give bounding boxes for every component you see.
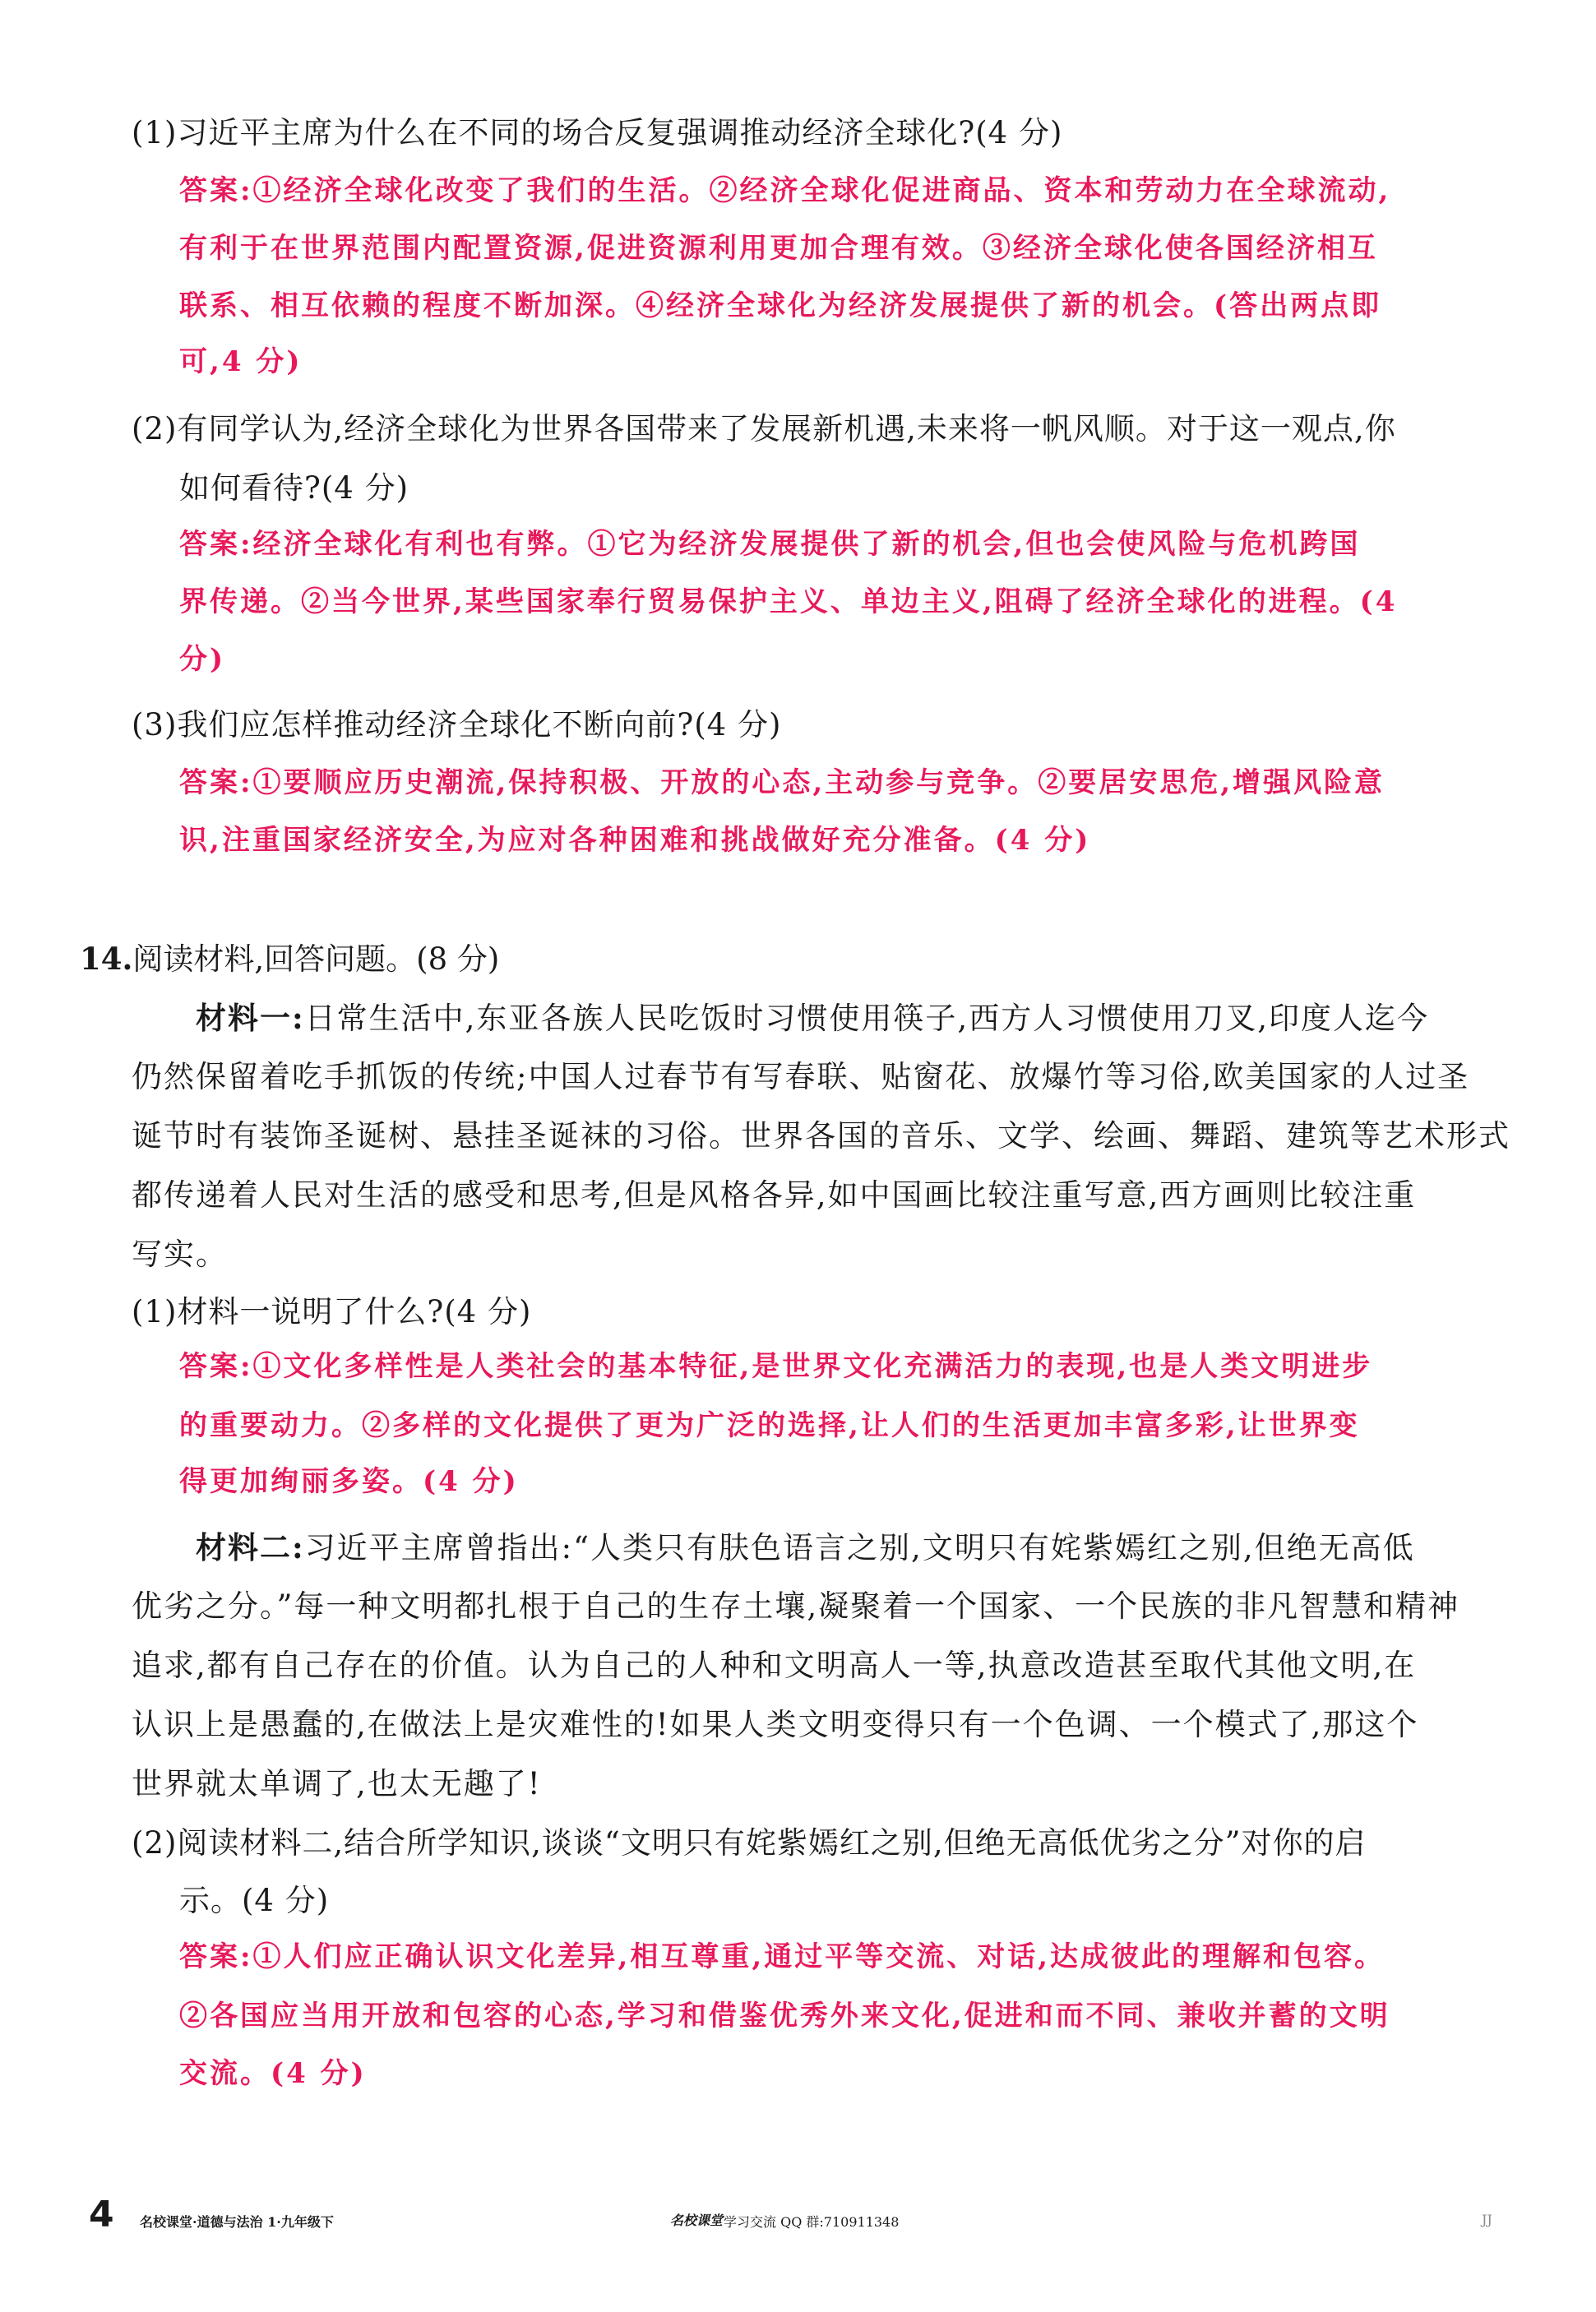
footer-book-title: 名校课堂·道德与法治 1·九年级下 bbox=[140, 2214, 334, 2230]
q1-answer-line: 有利于在世界范围内配置资源,促进资源利用更加合理有效。③经济全球化使各国经济相互 bbox=[179, 232, 1378, 265]
q2-question-line: 如何看待?(4 分) bbox=[179, 470, 409, 506]
material1-line: 都传递着人民对生活的感受和思考,但是风格各异,如中国画比较注重写意,西方画则比较注重 bbox=[132, 1177, 1417, 1213]
q14-number: 14. bbox=[80, 941, 133, 977]
material2-line: 追求,都有自己存在的价值。认为自己的人种和文明高人一等,执意改造甚至取代其他文明,在 bbox=[132, 1648, 1417, 1683]
q3-answer-line: 识,注重国家经济安全,为应对各种困难和挑战做好充分准备。(4 分) bbox=[179, 824, 1091, 857]
material2-line: 优劣之分。”每一种文明都扎根于自己的生存土壤,凝聚着一个国家、一个民族的非凡智慧和精神 bbox=[132, 1588, 1460, 1624]
q14-heading bbox=[80, 942, 499, 976]
material1-line: 写实。 bbox=[132, 1237, 228, 1272]
q2-answer-line: 分) bbox=[179, 643, 226, 676]
q14-sub2-answer-line: 答案:①人们应正确认识文化差异,相互尊重,通过平等交流、对话,达成彼此的理解和包容。 bbox=[179, 1940, 1386, 1973]
q14-sub1-answer-line: 的重要动力。②多样的文化提供了更为广泛的选择,让人们的生活更加丰富多彩,让世界变 bbox=[179, 1409, 1360, 1442]
q14-sub2-answer-line: 交流。(4 分) bbox=[179, 2057, 367, 2090]
q14-title: 阅读材料,回答问题。(8 分) bbox=[132, 941, 500, 977]
q1-answer-line: 答案:①经济全球化改变了我们的生活。②经济全球化促进商品、资本和劳动力在全球流动, bbox=[179, 174, 1391, 207]
q2-answer-line: 答案:经济全球化有利也有弊。①它为经济发展提供了新的机会,但也会使风险与危机跨国 bbox=[179, 528, 1361, 561]
footer-code: JJ bbox=[1482, 2212, 1492, 2227]
material1-label: 材料一: bbox=[196, 1000, 305, 1036]
q3-question: (3)我们应怎样推动经济全球化不断向前?(4 分) bbox=[132, 707, 782, 742]
material2-label: 材料二: bbox=[196, 1529, 305, 1565]
q1-answer-line: 联系、相互依赖的程度不断加深。④经济全球化为经济发展提供了新的机会。(答出两点即 bbox=[179, 289, 1382, 322]
material2-line: 认识上是愚蠢的,在做法上是灾难性的!如果人类文明变得只有一个色调、一个模式了,那这个 bbox=[132, 1707, 1419, 1742]
q14-sub1-answer-line: 答案:①文化多样性是人类社会的基本特征,是世界文化充满活力的表现,也是人类文明进步 bbox=[179, 1350, 1373, 1383]
footer-qq-group: 学习交流 QQ 群:710911348 bbox=[724, 2214, 900, 2230]
q14-sub2-question-line: (2)阅读材料二,结合所学知识,谈谈“文明只有姹紫嫣红之别,但绝无高低优劣之分”对你的启 bbox=[132, 1825, 1367, 1861]
q14-sub1-question: (1)材料一说明了什么?(4 分) bbox=[132, 1294, 532, 1329]
q14-sub2-answer-line: ②各国应当用开放和包容的心态,学习和借鉴优秀外来文化,促进和而不同、兼收并蓄的文明 bbox=[179, 2000, 1390, 2032]
q14-sub1-answer-line: 得更加绚丽多姿。(4 分) bbox=[179, 1465, 519, 1498]
q2-answer-line: 界传递。②当今世界,某些国家奉行贸易保护主义、单边主义,阻碍了经济全球化的进程。(4 bbox=[179, 585, 1398, 618]
material2-line: 材料二:习近平主席曾指出:“人类只有肤色语言之别,文明只有姹紫嫣红之别,但绝无高低 bbox=[196, 1529, 1415, 1565]
footer-logo: 名校课堂 bbox=[670, 2213, 724, 2228]
q14-sub2-question-line: 示。(4 分) bbox=[179, 1883, 330, 1918]
q1-question: (1)习近平主席为什么在不同的场合反复强调推动经济全球化?(4 分) bbox=[132, 115, 1063, 150]
material1-line: 材料一:日常生活中,东亚各族人民吃饭时习惯使用筷子,西方人习惯使用刀叉,印度人迄今 bbox=[196, 1000, 1429, 1036]
material1-line: 诞节时有装饰圣诞树、悬挂圣诞袜的习俗。世界各国的音乐、文学、绘画、舞蹈、建筑等艺术形式 bbox=[132, 1118, 1510, 1154]
q2-question-line: (2)有同学认为,经济全球化为世界各国带来了发展新机遇,未来将一帆风顺。对于这一观点,你 bbox=[132, 411, 1396, 446]
material1-line: 仍然保留着吃手抓饭的传统;中国人过春节有写春联、贴窗花、放爆竹等习俗,欧美国家的人过圣 bbox=[132, 1059, 1470, 1094]
page-number: 4 bbox=[89, 2194, 114, 2236]
material2-line: 世界就太单调了,也太无趣了! bbox=[132, 1766, 542, 1801]
q1-answer-line: 可,4 分) bbox=[179, 345, 303, 378]
q3-answer-line: 答案:①要顺应历史潮流,保持积极、开放的心态,主动参与竞争。②要居安思危,增强风险意 bbox=[179, 766, 1386, 799]
